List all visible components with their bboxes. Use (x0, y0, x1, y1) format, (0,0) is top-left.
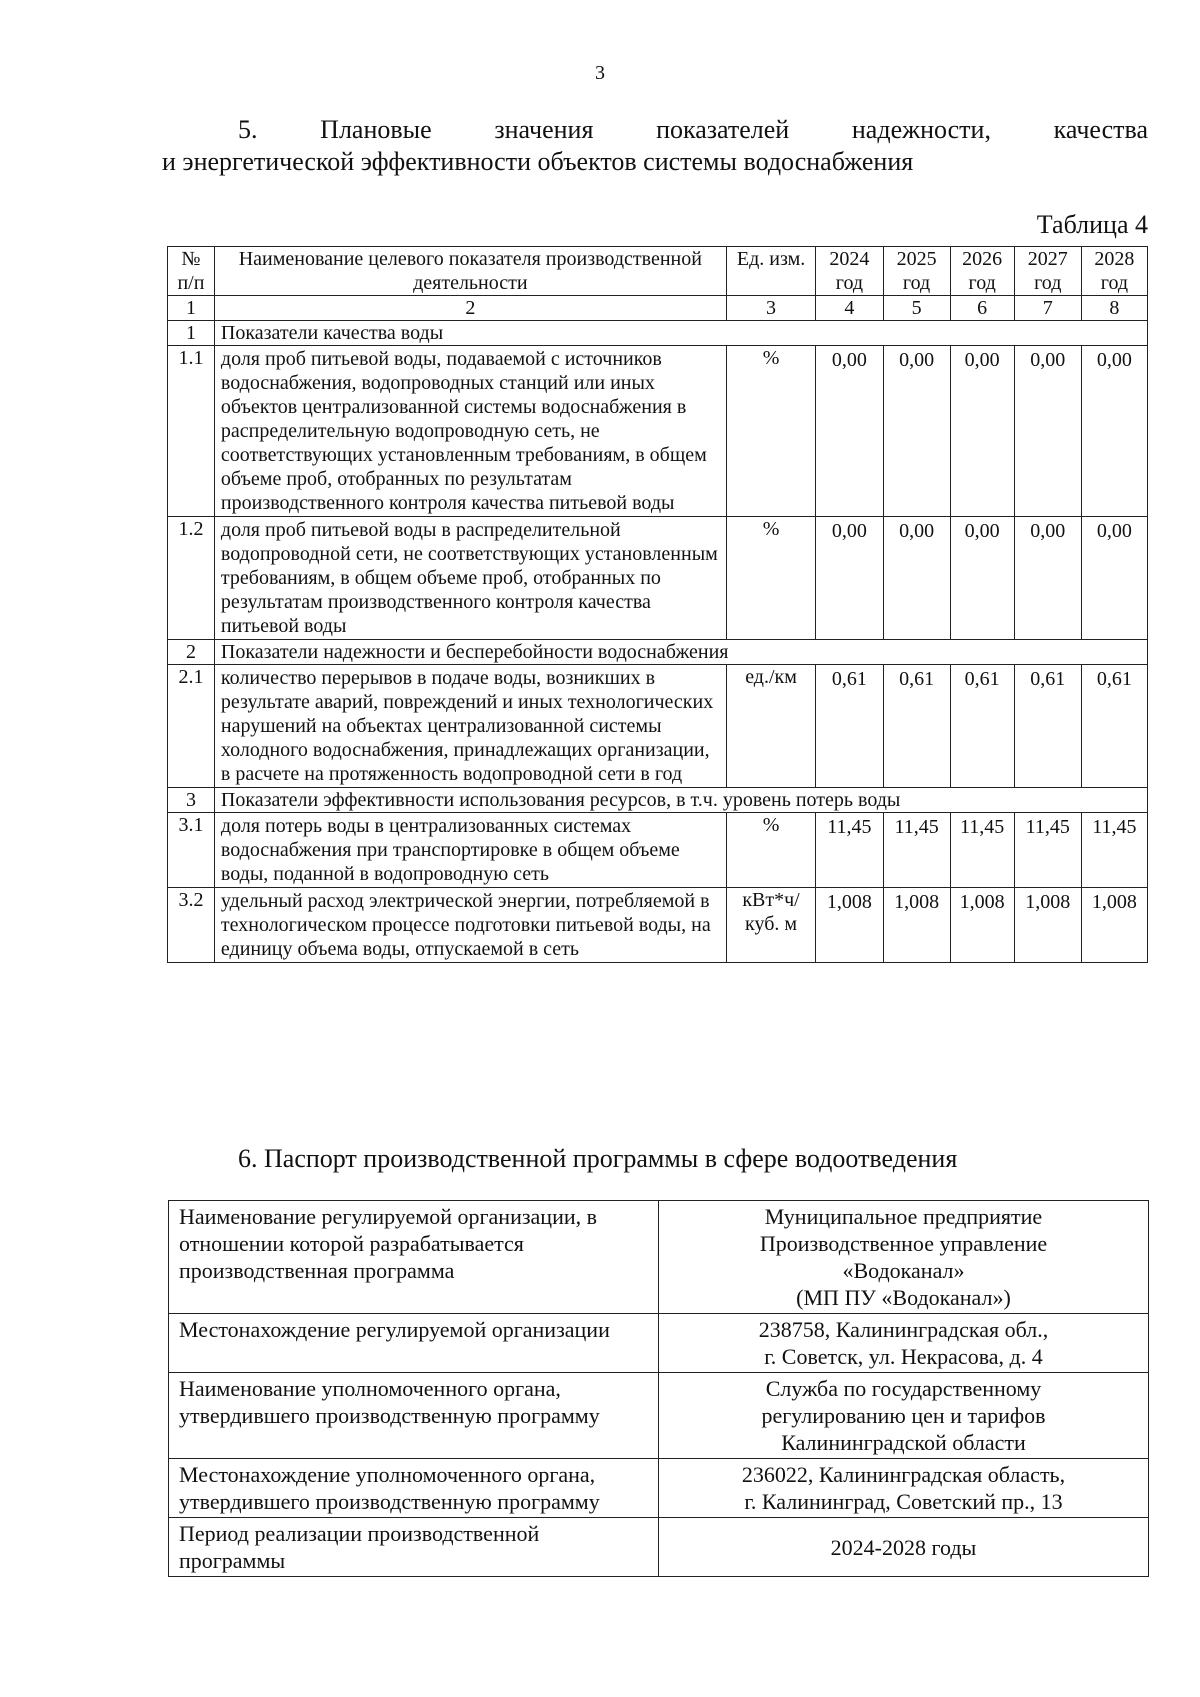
passport-value-line: г. Советск, ул. Некрасова, д. 4 (764, 1344, 1043, 1369)
unit-cell: ед./км (726, 665, 816, 788)
section-5-title (162, 114, 1148, 178)
passport-value-line: 238758, Калининградская обл., (758, 1317, 1049, 1342)
passport-value (659, 1373, 1149, 1459)
row-number: 1.1 (168, 346, 215, 517)
value-cell: 11,45 (816, 813, 883, 888)
passport-row (169, 1518, 1149, 1577)
row-number: 3.1 (168, 813, 215, 888)
value-cell: 0,00 (1081, 346, 1147, 517)
passport-value-line: 236022, Калининградская область, (741, 1462, 1066, 1487)
section-heading: Показатели надежности и бесперебойности водоснабжения (214, 640, 1147, 665)
section-row (168, 788, 1148, 813)
passport-value (659, 1518, 1149, 1577)
section-5-title-line2: и энергетической эффективности объектов системы водоснабжения (162, 147, 914, 176)
table-header-row (168, 247, 1148, 296)
section-6-title: 6. Паспорт производственной программы в сфере водоотведения (238, 1144, 958, 1173)
column-number: 1 (168, 296, 215, 321)
value-cell: 11,45 (883, 813, 950, 888)
table-caption: Таблица 4 (1036, 210, 1148, 239)
header-no: № п/п (168, 247, 215, 296)
value-cell: 11,45 (1081, 813, 1147, 888)
value-cell: 1,008 (883, 888, 950, 963)
unit-cell: % (726, 346, 816, 517)
section-heading: Показатели качества воды (214, 321, 1147, 346)
section-row (168, 640, 1148, 665)
indicator-name: количество перерывов в подаче воды, возникших в результате аварий, повреждений и иных технологических нарушений на объектах централизованной системы холодного водоснабжения, принадлежащих организации, в расчете на протяженность водопроводной сети в год (214, 665, 726, 788)
passport-value-line: «Водоканал» (842, 1258, 965, 1283)
header-year: 2024 год (816, 247, 883, 296)
value-cell: 1,008 (950, 888, 1014, 963)
passport-label: Местонахождение уполномоченного органа, утвердившего производственную программу (169, 1459, 659, 1518)
table-row (168, 888, 1148, 963)
value-cell: 0,00 (883, 517, 950, 640)
row-number: 1.2 (168, 517, 215, 640)
value-cell: 0,00 (883, 346, 950, 517)
passport-value-line: регулированию цен и тарифов (761, 1403, 1046, 1428)
unit-cell: кВт*ч/ куб. м (726, 888, 816, 963)
unit-cell: % (726, 517, 816, 640)
value-cell: 1,008 (1014, 888, 1081, 963)
value-cell: 0,00 (950, 346, 1014, 517)
value-cell: 1,008 (1081, 888, 1147, 963)
value-cell: 0,00 (1081, 517, 1147, 640)
row-number: 2.1 (168, 665, 215, 788)
passport-label: Наименование регулируемой организации, в отношении которой разрабатывается производственная программа (169, 1201, 659, 1314)
value-cell: 0,00 (816, 346, 883, 517)
passport-row (169, 1373, 1149, 1459)
section-row (168, 321, 1148, 346)
column-number: 8 (1081, 296, 1147, 321)
section-heading: Показатели эффективности использования ресурсов, в т.ч. уровень потерь воды (214, 788, 1147, 813)
indicator-name: удельный расход электрической энергии, потребляемой в технологическом процессе подготовки питьевой воды, на единицу объема воды, отпускаемой в сеть (214, 888, 726, 963)
column-number: 4 (816, 296, 883, 321)
passport-label: Период реализации производственной программы (169, 1518, 659, 1577)
passport-value-line: г. Калининград, Советский пр., 13 (744, 1489, 1063, 1514)
passport-value-line: Служба по государственному (765, 1376, 1042, 1401)
passport-value (659, 1201, 1149, 1314)
passport-row (169, 1201, 1149, 1314)
value-cell: 0,61 (883, 665, 950, 788)
value-cell: 0,61 (1014, 665, 1081, 788)
passport-label: Местонахождение регулируемой организации (169, 1314, 659, 1373)
passport-row (169, 1314, 1149, 1373)
row-number: 3 (168, 788, 215, 813)
row-number: 1 (168, 321, 215, 346)
passport-value-line: 2024-2028 годы (830, 1534, 977, 1560)
value-cell: 11,45 (1014, 813, 1081, 888)
table-row (168, 346, 1148, 517)
column-number-row (168, 296, 1148, 321)
column-number: 3 (726, 296, 816, 321)
passport-row (169, 1459, 1149, 1518)
row-number: 3.2 (168, 888, 215, 963)
indicator-name: доля проб питьевой воды, подаваемой с источников водоснабжения, водопроводных станций или иных объектов централизованной системы водоснабжения в распределительную водопроводную сеть, не соответствующих установленным требованиям, в общем объеме проб, отобранных по результатам производственного контроля качества питьевой воды (214, 346, 726, 517)
header-year: 2025 год (883, 247, 950, 296)
passport-value (659, 1314, 1149, 1373)
value-cell: 0,00 (1014, 346, 1081, 517)
value-cell: 0,00 (1014, 517, 1081, 640)
unit-cell: % (726, 813, 816, 888)
program-passport-table (168, 1200, 1149, 1577)
passport-value-line: (МП ПУ «Водоканал») (796, 1285, 1011, 1310)
passport-label: Наименование уполномоченного органа, утвердившего производственную программу (169, 1373, 659, 1459)
passport-value-line: Калининградской области (781, 1430, 1026, 1455)
page-number: 3 (595, 62, 605, 84)
header-year: 2026 год (950, 247, 1014, 296)
passport-value (659, 1459, 1149, 1518)
header-year: 2027 год (1014, 247, 1081, 296)
indicator-name: доля потерь воды в централизованных системах водоснабжения при транспортировке в общем объеме воды, поданной в водопроводную сеть (214, 813, 726, 888)
header-year: 2028 год (1081, 247, 1147, 296)
value-cell: 0,61 (950, 665, 1014, 788)
value-cell: 0,61 (816, 665, 883, 788)
column-number: 6 (950, 296, 1014, 321)
column-number: 7 (1014, 296, 1081, 321)
indicator-name: доля проб питьевой воды в распределительной водопроводной сети, не соответствующих установленным требованиям, в общем объеме проб, отобранных по результатам производственного контроля качества питьевой воды (214, 517, 726, 640)
header-name: Наименование целевого показателя производственной деятельности (214, 247, 726, 296)
row-number: 2 (168, 640, 215, 665)
section-5-title-line1: 5. Плановые значения показателей надежности, качества (238, 115, 1148, 144)
table-row (168, 517, 1148, 640)
value-cell: 0,00 (950, 517, 1014, 640)
passport-value-line: Производственное управление (759, 1231, 1048, 1256)
value-cell: 0,61 (1081, 665, 1147, 788)
table-row (168, 665, 1148, 788)
table-row (168, 813, 1148, 888)
value-cell: 1,008 (816, 888, 883, 963)
indicators-table (167, 246, 1148, 963)
passport-value-line: Муниципальное предприятие (764, 1204, 1043, 1229)
column-number: 5 (883, 296, 950, 321)
value-cell: 11,45 (950, 813, 1014, 888)
value-cell: 0,00 (816, 517, 883, 640)
header-unit: Ед. изм. (726, 247, 816, 296)
column-number: 2 (214, 296, 726, 321)
